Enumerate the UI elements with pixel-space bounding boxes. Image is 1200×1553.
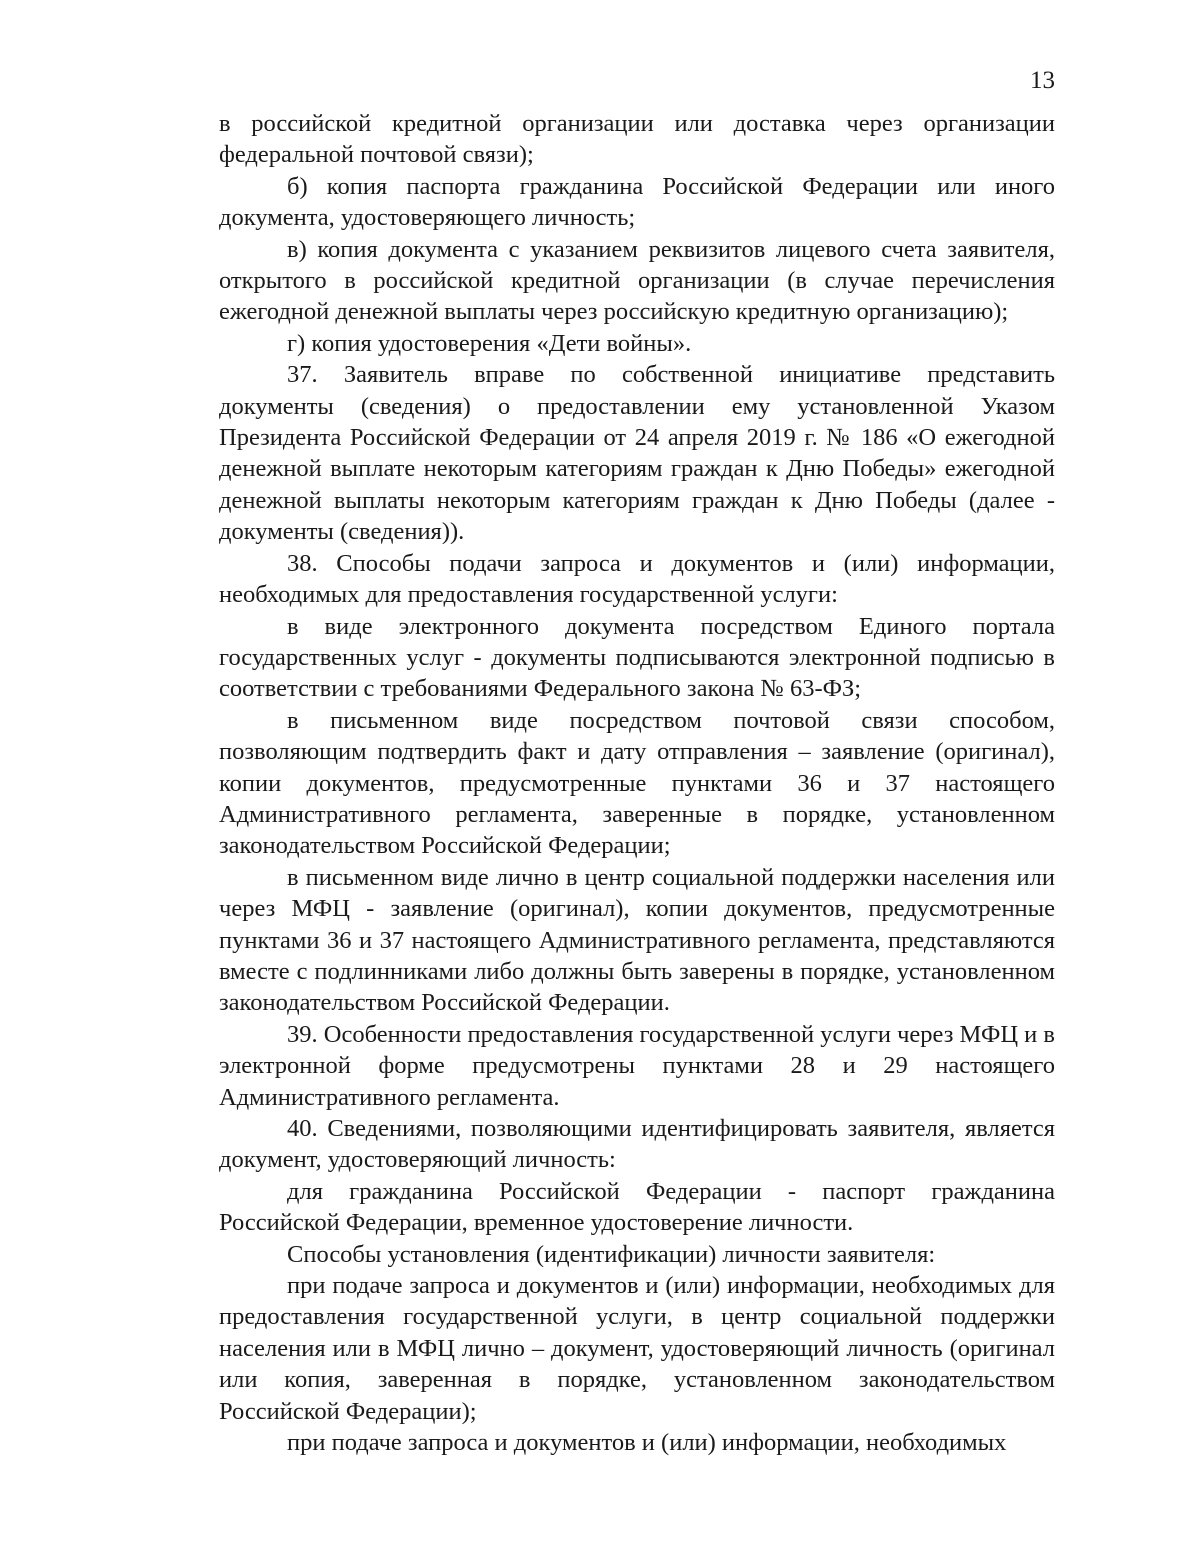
page-number: 13 [1030, 67, 1055, 94]
document-body [219, 108, 1055, 1458]
paragraph: 39. Особенности предоставления государственной услуги через МФЦ и в электронной форме предусмотрены пунктами 28 и 29 настоящего Административного регламента. [219, 1020, 1055, 1111]
paragraph: Способы установления (идентификации) личности заявителя: [287, 1240, 936, 1268]
paragraph: в письменном виде посредством почтовой связи способом, позволяющим подтвердить факт и дату отправления – заявление (оригинал), копии документов, предусмотренные пунктами 36 и 37 настоящего Административного регламента, заверенные в порядке, установленном законодательством Российской Федерации; [219, 706, 1055, 860]
paragraph: для гражданина Российской Федерации - паспорт гражданина Российской Федерации, временное удостоверение личности. [219, 1177, 1055, 1237]
paragraph: 38. Способы подачи запроса и документов и (или) информации, необходимых для предоставления государственной услуги: [219, 549, 1055, 609]
paragraph: в российской кредитной организации или доставка через организации федеральной почтовой связи); [219, 110, 1055, 169]
paragraph: при подаче запроса и документов и (или) информации, необходимых для предоставления государственной услуги, в центр социальной поддержки населения или в МФЦ лично – документ, удостоверяющий личность (оригинал или копия, заверенная в порядке, установленном законодательством Российской Федерации); [219, 1272, 1055, 1425]
paragraph: при подаче запроса и документов и (или) информации, необходимых [287, 1429, 1007, 1457]
paragraph: г) копия удостоверения «Дети войны». [287, 329, 692, 357]
paragraph: в виде электронного документа посредством Единого портала государственных услуг - документы подписываются электронной подписью в соответствии с требованиями Федерального закона № 63-ФЗ; [219, 612, 1055, 703]
paragraph: 37. Заявитель вправе по собственной инициативе представить документы (сведения) о предоставлении ему установленной Указом Президента Российской Федерации от 24 апреля 2019 г. № 186 «О ежегодной денежной выплате некоторым категориям граждан к Дню Победы» ежегодной денежной выплаты некоторым категориям граждан к Дню Победы (далее - документы (сведения)). [219, 361, 1055, 546]
paragraph: в письменном виде лично в центр социальной поддержки населения или через МФЦ - заявление (оригинал), копии документов, предусмотренные пунктами 36 и 37 настоящего Административного регламента, представляются вместе с подлинниками либо должны быть заверены в порядке, установленном законодательством Российской Федерации. [219, 863, 1055, 1017]
paragraph: б) копия паспорта гражданина Российской Федерации или иного документа, удостоверяющего личность; [219, 172, 1055, 232]
paragraph: 40. Сведениями, позволяющими идентифицировать заявителя, является документ, удостоверяющий личность: [219, 1115, 1055, 1174]
paragraph: в) копия документа с указанием реквизитов лицевого счета заявителя, открытого в российской кредитной организации (в случае перечисления ежегодной денежной выплаты через российскую кредитную организацию); [219, 235, 1055, 326]
